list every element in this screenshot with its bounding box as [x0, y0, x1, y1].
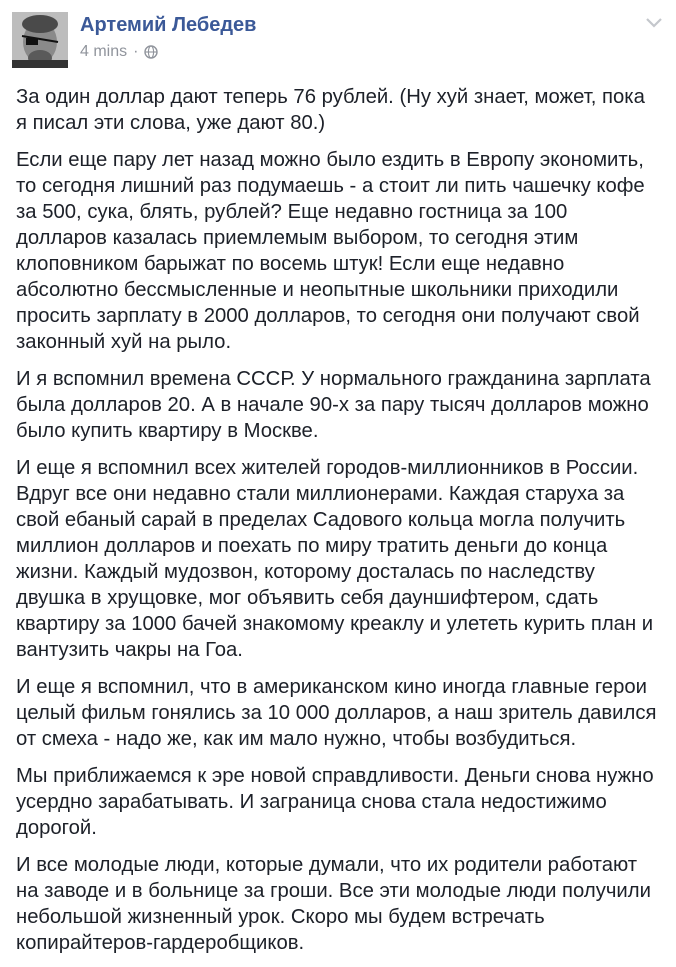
post-paragraph: Если еще пару лет назад можно было ездить в Европу экономить, то сегодня лишний раз подумаешь - а стоит ли пить чашечку кофе за 500, сука, блять, рублей? Еще недавно гостница за 100 долларов казалась приемлемым выбором, то сегодня этим клоповником барыжат по восемь штук! Если еще недавно абсолютно бессмысленные и неопытные школьники приходили просить зарплату в 2000 долларов, то сегодня они получают свой законный хуй на рыло. — [16, 149, 645, 353]
post-paragraph: Мы приближаемся к эре новой справдливости. Деньги снова нужно усердно зарабатывать. И заграница снова стала недостижимо дорогой. — [16, 765, 654, 839]
post-meta — [80, 43, 158, 61]
post-timestamp[interactable]: 4 mins — [80, 43, 128, 60]
chevron-down-icon[interactable] — [644, 16, 664, 30]
post-header — [12, 12, 664, 70]
post-body — [16, 84, 660, 967]
globe-icon[interactable] — [144, 45, 158, 59]
post-paragraph: И все молодые люди, которые думали, что их родители работают на заводе и в больнице за гроши. Все эти молодые люди получили небольшой жизненный урок. Скоро мы будем встречать копирайтеров-гардеробщиков. — [16, 854, 651, 954]
author-name-link[interactable]: Артемий Лебедев — [80, 14, 257, 36]
post-paragraph: И еще я вспомнил всех жителей городов-миллионников в России. Вдруг все они недавно стали миллионерами. Каждая старуха за свой ебаный сарай в пределах Садового кольца могла получить миллион долларов и поехать по миру тратить деньги до конца жизни. Каждый мудозвон, которому досталась по наследству двушка в хрущовке, мог объявить себя дауншифтером, сдать квартиру за 1000 бачей знакомому креаклу и улететь курить план и вантузить чакры на Гоа. — [16, 457, 654, 661]
post-paragraph: И я вспомнил времена СССР. У нормального гражданина зарплата была долларов 20. А в начале 90-х за пару тысяч долларов можно было купить квартиру в Москве. — [16, 368, 651, 442]
post-paragraph: И еще я вспомнил, что в американском кино иногда главные герои целый фильм гонялись за 10 000 долларов, а наш зритель давился от смеха - надо же, как им мало нужно, чтобы возбудиться. — [16, 676, 657, 750]
avatar[interactable] — [12, 12, 68, 68]
avatar-image — [12, 12, 68, 68]
meta-separator: · — [133, 43, 139, 60]
post-paragraph: За один доллар дают теперь 76 рублей. (Ну хуй знает, может, пока я писал эти слова, уже дают 80.) — [16, 86, 645, 134]
